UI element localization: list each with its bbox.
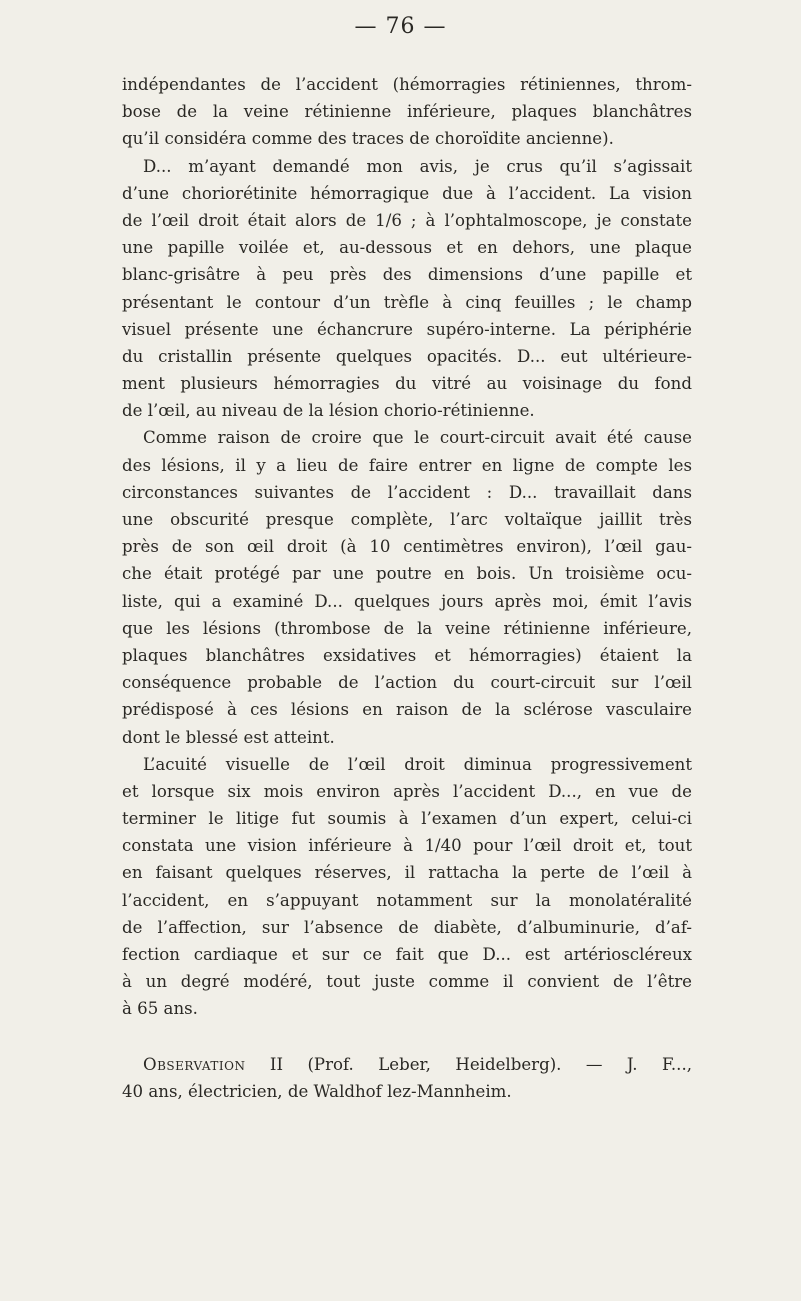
observation-heading xyxy=(122,1051,692,1078)
text-line: de l’œil droit était alors de 1/6 ; à l’ophtalmoscope, je constate xyxy=(122,210,692,230)
text-line: liste, qui a examiné D... quelques jours après moi, émit l’avis xyxy=(122,591,692,611)
page-number: — 76 — xyxy=(354,14,447,39)
text-line: à 65 ans. xyxy=(122,999,198,1019)
text-line: une obscurité presque complète, l’arc voltaïque jaillit très xyxy=(122,510,692,529)
text-line: circonstances suivantes de l’accident : D... travaillait dans xyxy=(122,482,692,502)
body-text xyxy=(122,71,692,1105)
observation-heading-text: II (Prof. Leber, Heidelberg). — J. F..., xyxy=(245,1054,692,1074)
text-line: de l’affection, sur l’absence de diabète, d’albuminurie, d’af- xyxy=(122,917,692,937)
text-line: visuel présente une échancrure supéro-interne. La périphérie xyxy=(122,319,692,339)
text-line: d’une choriorétinite hémorragique due à l’accident. La vision xyxy=(122,183,692,203)
text-line: terminer le litige fut soumis à l’examen d’un expert, celui-ci xyxy=(122,809,692,829)
text-line: ment plusieurs hémorragies du vitré au voisinage du fond xyxy=(122,374,692,394)
text-line: du cristallin présente quelques opacités. D... eut ultérieure- xyxy=(122,346,692,366)
observation-label: Observation xyxy=(143,1054,246,1074)
text-line: conséquence probable de l’action du court-circuit sur l’œil xyxy=(122,673,692,693)
text-line: constata une vision inférieure à 1/40 pour l’œil droit et, tout xyxy=(122,836,692,856)
text-line: Comme raison de croire que le court-circuit avait été cause xyxy=(143,428,692,448)
text-line: l’accident, en s’appuyant notamment sur la monolatéralité xyxy=(122,890,692,910)
text-line: de l’œil, au niveau de la lésion chorio-rétinienne. xyxy=(122,401,535,421)
text-line: che était protégé par une poutre en bois. Un troisième ocu- xyxy=(122,564,692,584)
text-line: plaques blanchâtres exsidatives et hémorragies) étaient la xyxy=(122,645,692,665)
text-line: près de son œil droit (à 10 centimètres environ), l’œil gau- xyxy=(122,537,692,557)
text-line: présentant le contour d’un trèfle à cinq feuilles ; le champ xyxy=(122,292,692,312)
text-line: fection cardiaque et sur ce fait que D... est artérioscléreux xyxy=(122,945,692,964)
text-line: en faisant quelques réserves, il rattacha la perte de l’œil à xyxy=(122,863,692,883)
text-line: et lorsque six mois environ après l’accident D..., en vue de xyxy=(122,781,692,801)
text-line: D... m’ayant demandé mon avis, je crus qu’il s’agissait xyxy=(143,156,692,176)
text-line: blanc-grisâtre à peu près des dimensions d’une papille et xyxy=(122,265,692,285)
text-line: qu’il considéra comme des traces de choroïdite ancienne). xyxy=(122,129,614,149)
text-line: des lésions, il y a lieu de faire entrer en ligne de compte les xyxy=(122,455,692,475)
paragraph-gap xyxy=(122,1023,692,1051)
observation-subject: 40 ans, électricien, de Waldhof lez-Mannheim. xyxy=(122,1081,512,1101)
text-line: dont le blessé est atteint. xyxy=(122,727,335,747)
text-line: à un degré modéré, tout juste comme il convient de l’être xyxy=(122,972,692,992)
text-line: indépendantes de l’accident (hémorragies rétiniennes, throm- xyxy=(122,75,692,94)
text-line: que les lésions (thrombose de la veine rétinienne inférieure, xyxy=(122,618,692,638)
text-line: une papille voilée et, au-dessous et en dehors, une plaque xyxy=(122,238,692,258)
text-line: bose de la veine rétinienne inférieure, plaques blanchâtres xyxy=(122,102,692,122)
text-line: prédisposé à ces lésions en raison de la sclérose vasculaire xyxy=(122,700,692,720)
text-line: L’acuité visuelle de l’œil droit diminua progressivement xyxy=(143,754,692,774)
